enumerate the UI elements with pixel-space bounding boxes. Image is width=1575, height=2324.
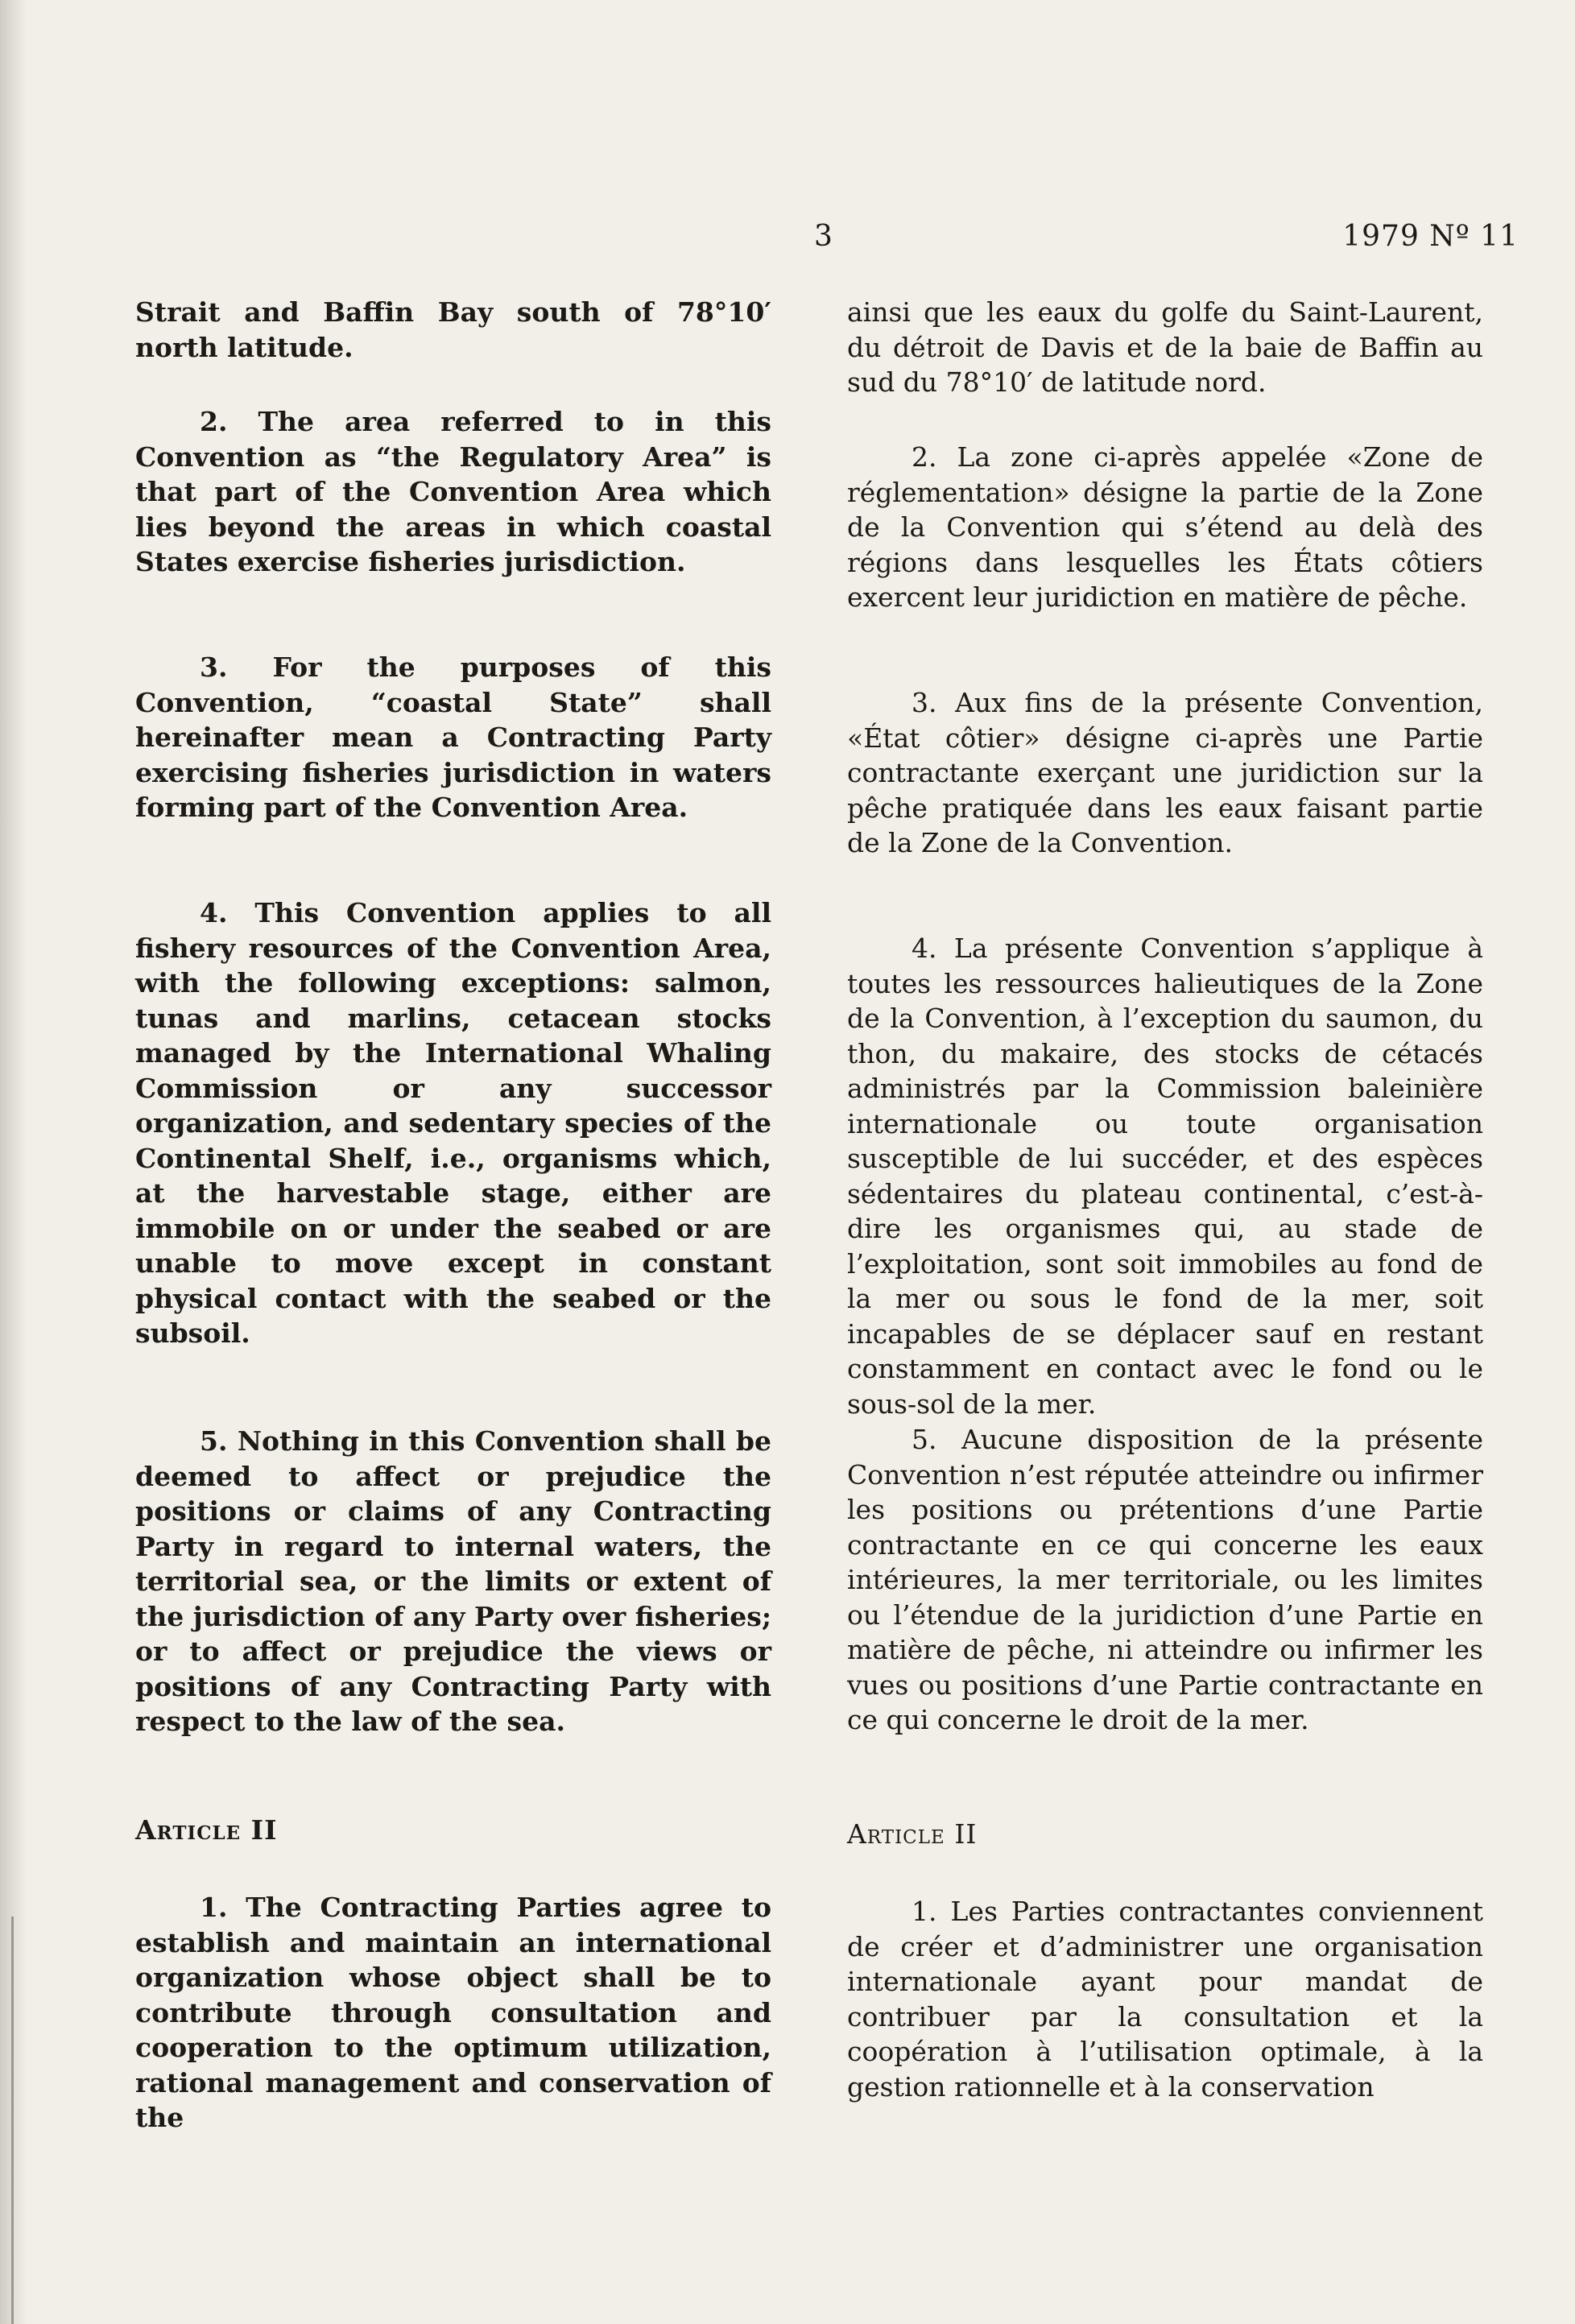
- french-column: [847, 295, 1483, 2104]
- french-article-heading: Article II: [847, 1818, 978, 1850]
- english-paragraph-2: 2. The area referred to in this Convention as “the Regulatory Area” is that part of the Convention Area which lies beyond the areas in which coastal States exercise fisheries jurisdiction.: [135, 406, 771, 577]
- english-article-heading: Article II: [135, 1814, 278, 1846]
- french-paragraph-3: 3. Aux fins de la présente Convention, «État côtier» désigne ci-après une Partie contractante exerçant une juridiction sur la pêche pratiquée dans les eaux faisant partie de la Zone de la Convention.: [847, 687, 1483, 858]
- english-paragraph-3: 3. For the purposes of this Convention, “coastal State” shall hereinafter mean a Contracting Party exercising fisheries jurisdiction in waters forming part of the Convention Area.: [135, 651, 771, 823]
- french-paragraph-5: 5. Aucune disposition de la présente Convention n’est réputée atteindre ou infirmer les positions ou prétentions d’une Partie contractante en ce qui concerne les eaux intérieures, la mer territoriale, ou les limites ou l’étendue de la juridiction d’une Partie en matière de pêche, ni atteindre ou infirmer les vues ou positions d’une Partie contractante en ce qui concerne le droit de la mer.: [847, 1424, 1483, 1735]
- english-paragraph-4: 4. This Convention applies to all fishery resources of the Convention Area, with the following exceptions: salmon, tunas and marlins, cetacean stocks managed by the International Whaling Commission or any successor organization, and sedentary species of the Continental Shelf, i.e., organisms which, at the harvestable stage, either are immobile on or under the seabed or are unable to move except in constant physical contact with the seabed or the subsoil.: [135, 897, 771, 1349]
- page-number: 3: [814, 220, 833, 253]
- english-intro-paragraph: Strait and Baffin Bay south of 78°10′ north latitude.: [135, 296, 771, 363]
- english-article2-paragraph-1: 1. The Contracting Parties agree to establish and maintain an international organization whose object shall be to contribute through consultation and cooperation to the optimum utilization, rational management and conservation of the: [135, 1892, 771, 2133]
- document-reference: 1979 Nº 11: [1342, 220, 1519, 253]
- page-binding-shadow: [0, 0, 27, 2324]
- english-column: [135, 295, 771, 2133]
- binding-edge-line: [11, 1917, 14, 2324]
- french-article2-paragraph-1: 1. Les Parties contractantes conviennent de créer et d’administrer une organisation internationale ayant pour mandat de contribuer par la consultation et la coopération à l’utilisation optimale, à la gestion rationnelle et à la conservation: [847, 1896, 1483, 2103]
- english-paragraph-5: 5. Nothing in this Convention shall be deemed to affect or prejudice the positions or claims of any Contracting Party in regard to internal waters, the territorial sea, or the limits or extent of the jurisdiction of any Party over fisheries; or to affect or prejudice the views or positions of any Contracting Party with respect to the law of the sea.: [135, 1425, 771, 1737]
- french-paragraph-4: 4. La présente Convention s’applique à toutes les ressources halieutiques de la Zone de la Convention, à l’exception du saumon, du thon, du makaire, des stocks de cétacés administrés par la Commission baleinière internationale ou toute organisation susceptible de lui succéder, et des espèces sédentaires du plateau continental, c’est-à-dire les organismes qui, au stade de l’exploitation, sont soit immobiles au fond de la mer ou sous le fond de la mer, soit incapables de se déplacer sauf en restant constamment en contact avec le fond ou le sous-sol de la mer.: [847, 932, 1483, 1420]
- french-paragraph-2: 2. La zone ci-après appelée «Zone de réglementation» désigne la partie de la Zone de la Convention qui s’étend au delà des régions dans lesquelles les États côtiers exercent leur juridiction en matière de pêche.: [847, 441, 1483, 613]
- french-intro-paragraph: ainsi que les eaux du golfe du Saint-Laurent, du détroit de Davis et de la baie de Baffin au sud du 78°10′ de latitude nord.: [847, 296, 1483, 398]
